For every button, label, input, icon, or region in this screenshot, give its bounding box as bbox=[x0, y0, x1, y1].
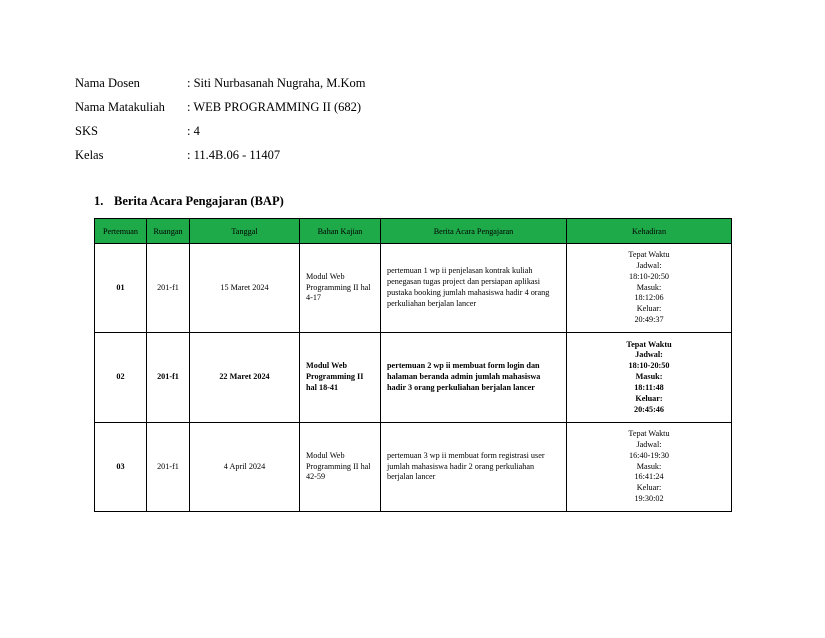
info-row-kelas bbox=[75, 146, 365, 170]
kehadiran-masuk: 16:41:24 bbox=[634, 472, 664, 482]
info-row-matakuliah bbox=[75, 98, 365, 122]
kehadiran-keluar: 20:49:37 bbox=[634, 315, 664, 325]
lecturer-info bbox=[75, 74, 365, 170]
cell-ruangan: 201-f1 bbox=[147, 423, 190, 512]
table-header-row bbox=[95, 219, 732, 244]
info-label: Nama Dosen bbox=[75, 76, 140, 90]
table-row bbox=[95, 244, 732, 333]
header-bahan-kajian: Bahan Kajian bbox=[300, 219, 381, 244]
info-label: Nama Matakuliah bbox=[75, 100, 165, 114]
cell-bahan-kajian: Modul Web Programming II hal 42-59 bbox=[300, 423, 381, 512]
kehadiran-masuk: 18:11:48 bbox=[634, 382, 664, 392]
cell-bahan-kajian: Modul Web Programming II hal 18-41 bbox=[300, 333, 381, 423]
cell-ruangan: 201-f1 bbox=[147, 333, 190, 423]
cell-berita-acara: pertemuan 2 wp ii membuat form login dan halaman beranda admin jumlah mahasiswa hadir 3 orang perkuliahan berjalan lancer bbox=[381, 333, 567, 423]
cell-kehadiran bbox=[567, 423, 732, 512]
header-tanggal: Tanggal bbox=[190, 219, 300, 244]
cell-berita-acara: pertemuan 3 wp ii membuat form registrasi user jumlah mahasiswa hadir 2 orang perkuliahan berjalan lancer bbox=[381, 423, 567, 512]
kehadiran-jadwal-label: Jadwal: bbox=[636, 439, 662, 449]
cell-tanggal: 15 Maret 2024 bbox=[190, 244, 300, 333]
kehadiran-keluar-label: Keluar: bbox=[635, 393, 663, 403]
kehadiran-keluar-label: Keluar: bbox=[636, 304, 662, 314]
kehadiran-keluar-label: Keluar: bbox=[636, 483, 662, 493]
cell-tanggal: 22 Maret 2024 bbox=[190, 333, 300, 423]
section-title-text: Berita Acara Pengajaran (BAP) bbox=[114, 194, 284, 208]
kehadiran-masuk-label: Masuk: bbox=[635, 372, 663, 382]
info-value: : Siti Nurbasanah Nugraha, M.Kom bbox=[187, 76, 366, 90]
kehadiran-masuk-label: Masuk: bbox=[636, 282, 662, 292]
kehadiran-status: Tepat Waktu bbox=[628, 429, 670, 439]
cell-pertemuan: 02 bbox=[95, 333, 147, 423]
cell-pertemuan: 01 bbox=[95, 244, 147, 333]
cell-berita-acara: pertemuan 1 wp ii penjelasan kontrak kuliah penegasan tugas project dan persiapan aplikasi pustaka booking jumlah mahasiswa hadir 4 orang perkuliahan berjalan lancer bbox=[381, 244, 567, 333]
info-row-sks bbox=[75, 122, 365, 146]
kehadiran-jadwal-label: Jadwal: bbox=[636, 260, 662, 270]
section-title bbox=[94, 194, 284, 209]
kehadiran-masuk: 18:12:06 bbox=[634, 293, 664, 303]
info-label: Kelas bbox=[75, 148, 104, 162]
bap-table bbox=[94, 218, 732, 512]
table-row bbox=[95, 423, 732, 512]
info-value: : WEB PROGRAMMING II (682) bbox=[187, 100, 362, 114]
kehadiran-jadwal: 18:10-20:50 bbox=[628, 271, 670, 281]
cell-kehadiran bbox=[567, 244, 732, 333]
info-value: : 11.4B.06 - 11407 bbox=[187, 148, 281, 162]
info-label: SKS bbox=[75, 124, 98, 138]
header-ruangan: Ruangan bbox=[147, 219, 190, 244]
header-berita-acara: Berita Acara Pengajaran bbox=[381, 219, 567, 244]
kehadiran-jadwal-label: Jadwal: bbox=[635, 350, 663, 360]
kehadiran-status: Tepat Waktu bbox=[626, 339, 672, 349]
kehadiran-status: Tepat Waktu bbox=[628, 250, 670, 260]
kehadiran-jadwal: 18:10-20:50 bbox=[628, 361, 670, 371]
kehadiran-masuk-label: Masuk: bbox=[636, 461, 662, 471]
cell-kehadiran bbox=[567, 333, 732, 423]
info-value: : 4 bbox=[187, 124, 200, 138]
cell-pertemuan: 03 bbox=[95, 423, 147, 512]
cell-tanggal: 4 April 2024 bbox=[190, 423, 300, 512]
header-kehadiran: Kehadiran bbox=[567, 219, 732, 244]
kehadiran-keluar: 20:45:46 bbox=[633, 404, 664, 414]
table-row bbox=[95, 333, 732, 423]
kehadiran-jadwal: 16:40-19:30 bbox=[628, 450, 670, 460]
section-number: 1. bbox=[94, 194, 104, 208]
cell-bahan-kajian: Modul Web Programming II hal 4-17 bbox=[300, 244, 381, 333]
header-pertemuan: Pertemuan bbox=[95, 219, 147, 244]
kehadiran-keluar: 19:30:02 bbox=[634, 494, 664, 504]
cell-ruangan: 201-f1 bbox=[147, 244, 190, 333]
info-row-dosen bbox=[75, 74, 365, 98]
